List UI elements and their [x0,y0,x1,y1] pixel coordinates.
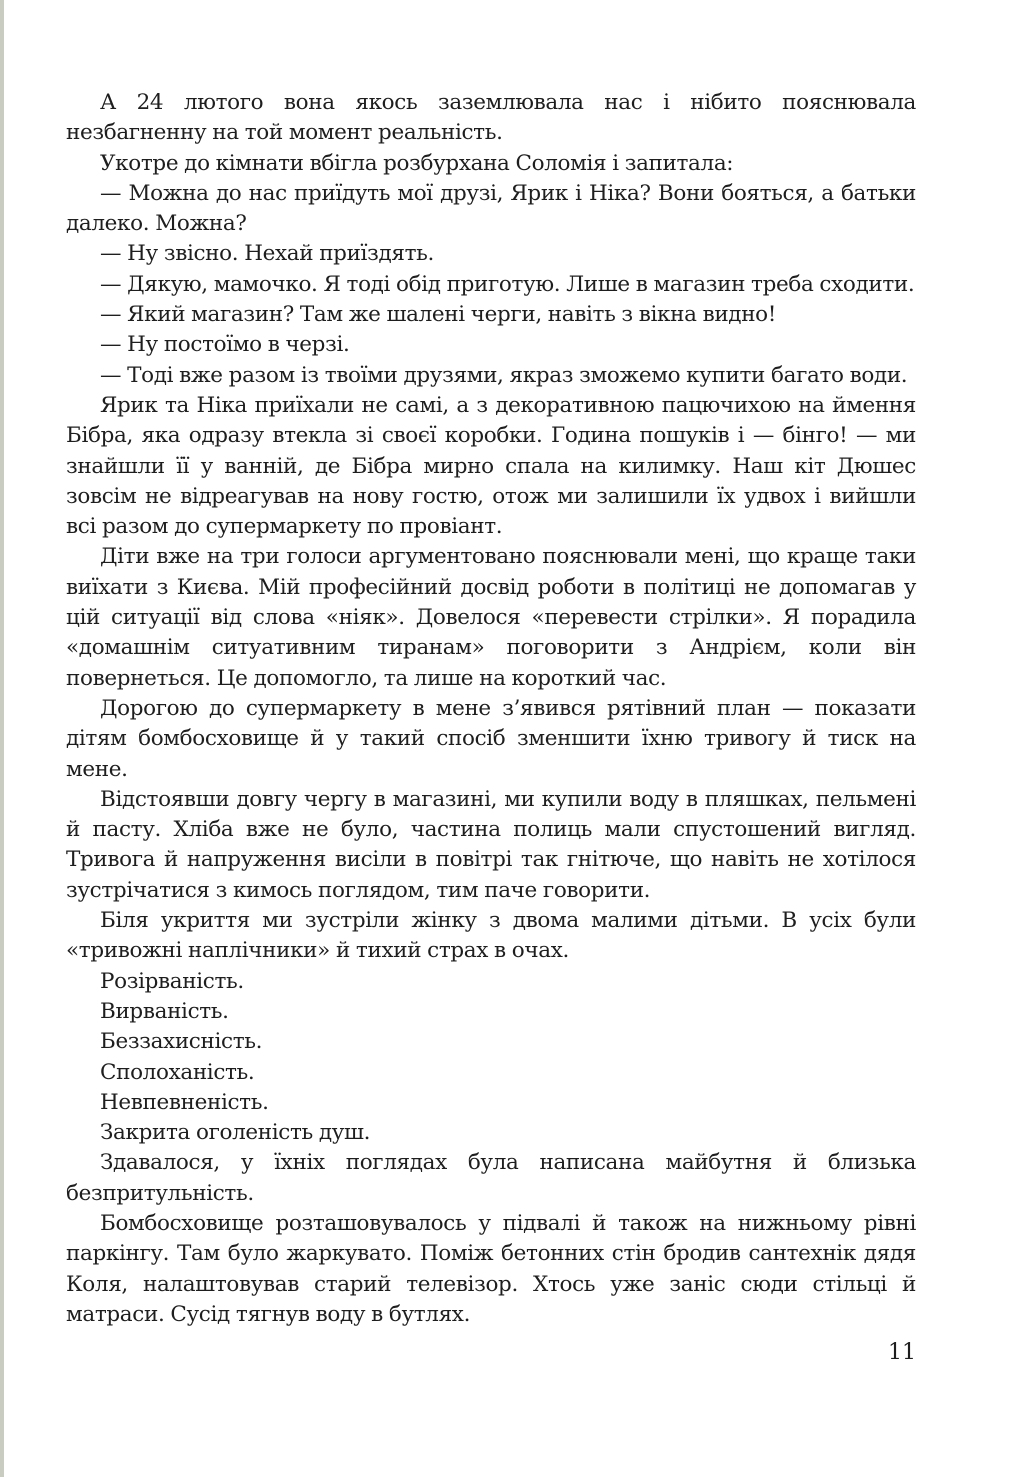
one-word-line: Вирваність. [100,998,229,1024]
one-word-line: Сполоханість. [100,1059,255,1085]
dialogue-line: — Можна до нас приїдуть мої друзі, Ярик і Ніка? Вони бояться, а батьки далеко. Можна? [66,180,916,237]
one-word-line: Беззахисність. [100,1029,263,1055]
dialogue-line: — Ну звісно. Нехай приїздять. [100,241,434,267]
dialogue-line: — Який магазин? Там же шалені черги, навіть з вікна видно! [100,302,777,328]
dialogue-line: — Тоді вже разом із твоїми друзями, якраз зможемо купити багато води. [100,362,908,388]
dialogue-line: — Дякую, мамочко. Я тоді обід приготую. Лише в магазин треба сходити. [100,271,915,297]
paragraph: Ярик та Ніка приїхали не самі, а з декоративною пацючихою на ймення Бібра, яка одразу втекла зі своєї коробки. Година пошуків і — бінго! — ми знайшли її у ванній, де Бібра мирно спала на килимку. Наш кіт Дюшес зовсім не відреагував на нову гостю, отож ми залишили їх удвох і вийшли всі разом до супермаркету по провіант. [66,392,916,540]
paragraph: А 24 лютого вона якось заземлювала нас і нібито пояснювала незбагненну на той момент реальність. [66,90,916,146]
paragraph: Біля укриття ми зустріли жінку з двома малими дітьми. В усіх були «тривожні наплічники» й тихий страх в очах. [66,908,916,964]
paragraph: Відстоявши довгу чергу в магазині, ми купили воду в пляшках, пельмені й пасту. Хліба вже не було, частина полиць мали спустошений вигляд. Тривога й напруження висіли в повітрі так гнітюче, що навіть не хотілося зустрічатися з кимось поглядом, тим паче говорити. [66,786,916,903]
paragraph: Укотре до кімнати вбігла розбурхана Соломія і запитала: [100,150,734,176]
one-word-line: Розірваність. [100,968,244,994]
page-edge [0,0,4,1477]
dialogue-line: — Ну постоїмо в черзі. [100,332,350,358]
paragraph: Здавалося, у їхніх поглядах була написана майбутня й близька безпритульність. [66,1150,916,1206]
one-word-line: Невпевненість. [100,1089,269,1115]
paragraph: Бомбосховище розташовувалось у підвалі й також на нижньому рівні паркінгу. Там було жаркувато. Поміж бетонних стін бродив сантехнік дядя Коля, налаштовував старий телевізор. Хтось уже заніс сюди стільці й матраси. Сусід тягнув воду в бутлях. [66,1210,916,1327]
page-body [66,88,916,1330]
paragraph: Дорогою до супермаркету в мене з’явився рятівний план — показати дітям бомбосховище й у такий спосіб зменшити їхню тривогу й тиск на мене. [66,695,916,782]
one-word-line: Закрита оголеність душ. [100,1120,371,1146]
paragraph: Діти вже на три голоси аргументовано пояснювали мені, що краще таки виїхати з Києва. Мій професійний досвід роботи в політиці не допомагав у цій ситуації від слова «ніяк». Довелося «перевести стрілки». Я порадила «домашнім ситуативним тиранам» поговорити з Андрієм, коли він повернеться. Це допомогло, та лише на короткий час. [66,544,916,691]
page-number: 11 [888,1340,916,1365]
